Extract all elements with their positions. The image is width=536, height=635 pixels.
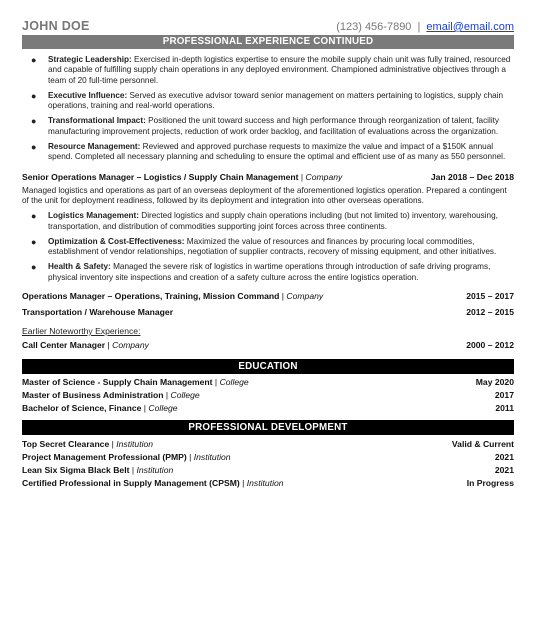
credential-title: Project Management Professional (PMP)	[22, 452, 187, 463]
credential-org: Institution	[193, 452, 231, 463]
degree-date: 2017	[494, 390, 514, 401]
bullet-icon: ●	[31, 116, 37, 127]
bullet-label: Executive Influence:	[48, 90, 128, 100]
degree-title: Master of Science - Supply Chain Management	[22, 377, 213, 388]
bullet-text: Exercised in-depth logistics expertise to ensure the mobile supply chain unit was fully trained, resourced and capable of fulfilling supply chain operations in any deployed environment. Championed administrative objectives through a team of 20 full-time personnel.	[48, 55, 511, 85]
degree-separator: |	[141, 403, 149, 414]
credential-separator: |	[129, 465, 137, 476]
degree-org: College	[219, 377, 249, 388]
credential-title: Lean Six Sigma Black Belt	[22, 465, 130, 476]
bullet-label: Logistics Management:	[48, 211, 139, 221]
education-entry	[22, 403, 514, 414]
degree-title: Master of Business Administration	[22, 390, 164, 401]
list-item	[22, 237, 514, 258]
job-summary: Managed logistics and operations as part of an overseas deployment of the aforementioned logistics operation. Prepared a contingent of the unit for deployment readiness, followed by its deployment and integration into other overseas operations.	[22, 185, 507, 205]
bullet-text: Served as executive advisor toward senior management on matters pertaining to logistics, supply chain operations, training and real-world operations.	[48, 90, 504, 111]
bullet-label: Health & Safety:	[48, 262, 111, 272]
degree-date: 2011	[495, 403, 514, 414]
education-section-heading: EDUCATION	[22, 359, 514, 374]
job-separator: |	[105, 340, 113, 351]
job-date: 2012 – 2015	[466, 307, 514, 318]
job-title: Operations Manager – Operations, Training, Mission Command	[22, 291, 280, 302]
email-link[interactable]: email@email.com	[426, 21, 514, 33]
education-entry	[22, 390, 514, 401]
bullet-icon: ●	[31, 142, 37, 153]
credential-separator: |	[109, 439, 117, 450]
credential-org: Institution	[246, 478, 284, 489]
credential-title: Certified Professional in Supply Management (CPSM)	[22, 478, 240, 489]
credential-status: 2021	[494, 452, 514, 463]
job-org: Company	[305, 171, 343, 182]
top-bullet-list	[22, 55, 514, 163]
education-entry	[22, 377, 514, 388]
credential-separator: |	[239, 478, 247, 489]
credential-org: Institution	[136, 465, 174, 476]
development-section-heading: PROFESSIONAL DEVELOPMENT	[22, 420, 514, 435]
phone-number: (123) 456-7890	[336, 21, 412, 33]
credential-status: Valid & Current	[451, 439, 514, 450]
degree-separator: |	[212, 377, 220, 388]
bullet-text: Directed logistics and supply chain operations including (but not limited to) inventory, warehousing, transportation, and distribution of commodities supporting joint forces across three continents.	[48, 211, 498, 231]
development-list	[22, 439, 514, 489]
bullet-text: Positioned the unit toward success and high performance through reorganization of talent, facility manufacturing improvement projects, reduction of work order backlog, and facilitation of evaluations across the organization.	[48, 116, 500, 136]
job-senior-ops	[22, 172, 514, 183]
bullet-icon: ●	[31, 211, 37, 222]
bullet-text: Managed the severe risk of logistics in wartime operations through introduction of safe driving programs, physical inventory site inspections and creation of a safety culture across the entire logistics operation.	[48, 262, 491, 282]
list-item	[22, 262, 514, 283]
job-transportation-manager	[22, 307, 514, 318]
bullet-icon: ●	[31, 236, 37, 247]
list-item	[22, 211, 514, 232]
job-operations-manager	[22, 291, 514, 302]
bullet-label: Transformational Impact:	[48, 116, 146, 126]
bullet-label: Optimization & Cost-Effectiveness:	[48, 236, 185, 246]
header	[22, 0, 514, 34]
job-call-center-manager	[22, 340, 514, 351]
degree-org: College	[148, 403, 178, 414]
degree-org: College	[170, 390, 200, 401]
job-date: 2015 – 2017	[466, 291, 514, 302]
job-date: 2000 – 2012	[466, 340, 514, 351]
degree-title: Bachelor of Science, Finance	[22, 403, 142, 414]
contact-info	[336, 21, 514, 34]
job-separator: |	[279, 291, 287, 302]
contact-separator: |	[417, 21, 421, 33]
candidate-name: JOHN DOE	[22, 19, 90, 33]
job-separator: |	[298, 171, 306, 182]
list-item	[22, 116, 514, 137]
bullet-label: Resource Management:	[48, 142, 141, 152]
degree-separator: |	[163, 390, 171, 401]
credential-status: In Progress	[466, 478, 514, 489]
education-list	[22, 377, 514, 414]
development-entry	[22, 478, 514, 489]
bullet-text: Maximized the value of resources and finances by procuring local commodities, establishment of vendor relationships, negotiation of supplier contracts, recovery of missing equipment, and other initiatives.	[48, 236, 497, 257]
job-org: Company	[286, 291, 324, 302]
list-item	[22, 91, 514, 112]
bullet-icon: ●	[31, 90, 37, 101]
job-title: Senior Operations Manager – Logistics / Supply Chain Management	[22, 171, 299, 182]
list-item	[22, 142, 514, 163]
bullet-text: Reviewed and approved purchase requests to maximize the value and impact of a $150K annual spend. Completed all necessary planning and scheduling to ensure the optimal and efficient use of as many as 550 personnel.	[48, 142, 506, 162]
degree-date: May 2020	[475, 377, 514, 388]
earlier-experience-label: Earlier Noteworthy Experience:	[22, 326, 141, 337]
bullet-label: Strategic Leadership:	[48, 55, 132, 64]
job-date: Jan 2018 – Dec 2018	[430, 171, 514, 182]
bullet-icon: ●	[31, 55, 37, 65]
bullet-icon: ●	[31, 262, 37, 273]
job-title: Transportation / Warehouse Manager	[22, 307, 174, 318]
list-item	[22, 55, 514, 86]
development-entry	[22, 452, 514, 463]
credential-org: Institution	[116, 439, 154, 450]
job-org: Company	[112, 340, 149, 351]
credential-status: 2021	[494, 465, 514, 476]
senior-bullet-list	[22, 211, 514, 283]
experience-section-heading: PROFESSIONAL EXPERIENCE CONTINUED	[22, 35, 514, 49]
credential-separator: |	[186, 452, 194, 463]
job-title: Call Center Manager	[22, 340, 106, 351]
development-entry	[22, 465, 514, 476]
credential-title: Top Secret Clearance	[22, 439, 110, 450]
development-entry	[22, 439, 514, 450]
